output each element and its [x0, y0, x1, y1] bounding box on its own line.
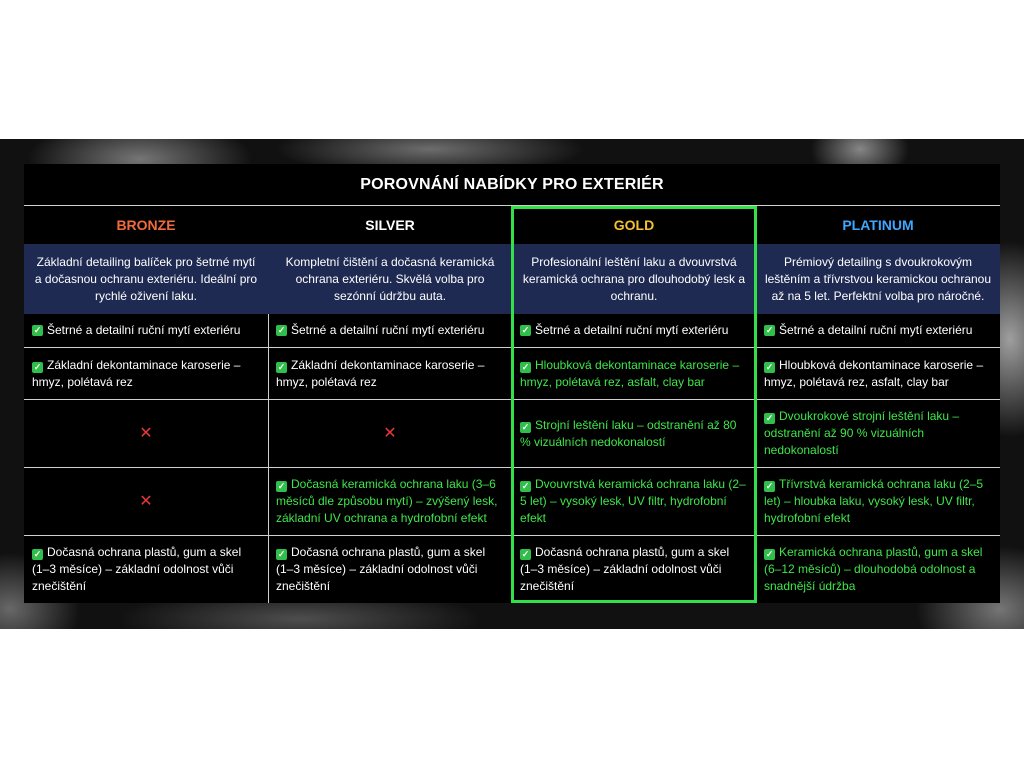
feature-text: Dvouvrstvá keramická ochrana laku (2–5 let) – vysoký lesk, UV filtr, hydrofobní efekt	[520, 477, 746, 525]
row-divider	[24, 347, 1000, 348]
feature-cell	[24, 536, 268, 603]
tier-description-bronze: Základní detailing balíček pro šetrné mytí a dočasnou ochranu exteriéru. Ideální pro rychlé oživení laku.	[34, 254, 258, 303]
feature-row-wash	[24, 314, 1000, 347]
cross-icon: ✕	[139, 493, 153, 510]
tier-description-gold: Profesionální leštění laku a dvouvrstvá keramická ochrana pro dlouhodobý lesk a ochranu.	[522, 254, 746, 303]
tier-name-silver: SILVER	[365, 217, 415, 233]
feature-text: Keramická ochrana plastů, gum a skel (6–12 měsíců) – dlouhodobá odolnost a snadnější údržba	[764, 545, 983, 593]
column-divider	[268, 314, 269, 603]
feature-text: Základní dekontaminace karoserie – hmyz, polétavá rez	[32, 357, 241, 389]
feature-cell	[756, 400, 1000, 467]
checkmark-icon: ✓	[521, 421, 530, 432]
tier-name-gold: GOLD	[613, 217, 655, 233]
feature-cell	[756, 536, 1000, 603]
feature-cell	[512, 400, 756, 467]
checkmark-icon: ✓	[765, 481, 774, 491]
feature-text: Dočasná keramická ochrana laku (3–6 měsíců dle způsobu mytí) – zvýšený lesk, základní UV ochrana a hydrofobní efekt	[276, 477, 498, 525]
feature-text: Třívrstvá keramická ochrana laku (2–5 let) – hloubka laku, vysoký lesk, UV filtr, hydrofobní efekt	[764, 477, 984, 525]
column-divider	[756, 314, 757, 603]
feature-text: Dvoukrokové strojní leštění laku – odstranění až 90 % vizuálních nedokonalostí	[764, 409, 960, 457]
table-title: POROVNÁNÍ NABÍDKY PRO EXTERIÉR	[24, 164, 1000, 206]
feature-cell	[756, 314, 1000, 347]
feature-cell	[512, 314, 756, 347]
feature-text: Šetrné a detailní ruční mytí exteriéru	[779, 323, 973, 337]
feature-cell	[268, 536, 512, 603]
feature-cell	[24, 314, 268, 347]
feature-cell	[268, 314, 512, 347]
feature-text: Strojní leštění laku – odstranění až 80 % vizuálních nedokonalostí	[520, 417, 737, 449]
feature-cell	[24, 348, 268, 399]
feature-cell	[756, 468, 1000, 535]
checkmark-icon: ✓	[33, 361, 42, 372]
feature-text: Dočasná ochrana plastů, gum a skel (1–3 měsíce) – základní odolnost vůči znečištění	[520, 545, 730, 593]
feature-text: Šetrné a detailní ruční mytí exteriéru	[291, 323, 485, 337]
checkmark-icon: ✓	[277, 325, 286, 335]
feature-row-polishing	[24, 400, 1000, 467]
tier-description-row	[24, 244, 1000, 314]
feature-cell	[512, 536, 756, 603]
checkmark-icon: ✓	[765, 361, 774, 372]
feature-text: Hloubková dekontaminace karoserie – hmyz, polétavá rez, asfalt, clay bar	[764, 357, 984, 389]
feature-row-ceramic-coating	[24, 468, 1000, 535]
cross-icon: ✕	[383, 425, 397, 442]
feature-cell	[268, 468, 512, 535]
checkmark-icon: ✓	[765, 549, 774, 559]
feature-text: Dočasná ochrana plastů, gum a skel (1–3 měsíce) – základní odolnost vůči znečištění	[276, 545, 486, 593]
feature-row-decontamination	[24, 348, 1000, 399]
cross-icon: ✕	[139, 425, 153, 442]
checkmark-icon: ✓	[521, 549, 530, 559]
checkmark-icon: ✓	[277, 549, 286, 559]
checkmark-icon: ✓	[521, 361, 530, 372]
checkmark-icon: ✓	[765, 413, 774, 423]
row-divider	[24, 535, 1000, 536]
checkmark-icon: ✓	[33, 549, 42, 559]
tier-description-silver: Kompletní čištění a dočasná keramická ochrana exteriéru. Skvělá volba pro sezónní údržbu auta.	[285, 254, 495, 303]
feature-text: Dočasná ochrana plastů, gum a skel (1–3 měsíce) – základní odolnost vůči znečištění	[32, 545, 242, 593]
feature-text: Šetrné a detailní ruční mytí exteriéru	[47, 323, 241, 337]
feature-cell	[268, 348, 512, 399]
feature-cell	[756, 348, 1000, 399]
tier-header-row	[24, 206, 1000, 244]
checkmark-icon: ✓	[521, 325, 530, 335]
checkmark-icon: ✓	[33, 325, 42, 335]
feature-text: Šetrné a detailní ruční mytí exteriéru	[535, 323, 729, 337]
tier-name-platinum: PLATINUM	[842, 217, 914, 233]
checkmark-icon: ✓	[765, 325, 774, 335]
row-divider	[24, 399, 1000, 400]
feature-text: Základní dekontaminace karoserie – hmyz, polétavá rez	[276, 357, 485, 389]
feature-cell	[512, 348, 756, 399]
tier-name-bronze: BRONZE	[116, 217, 176, 233]
feature-cell	[512, 468, 756, 535]
checkmark-icon: ✓	[277, 481, 286, 491]
checkmark-icon: ✓	[277, 361, 286, 372]
checkmark-icon: ✓	[521, 481, 530, 491]
tier-description-platinum: Prémiový detailing s dvoukrokovým leštěním a třívrstvou keramickou ochranou až na 5 let. Perfektní volba pro náročné.	[764, 254, 992, 303]
row-divider	[24, 467, 1000, 468]
feature-row-plastics	[24, 536, 1000, 603]
feature-text: Hloubková dekontaminace karoserie – hmyz, polétavá rez, asfalt, clay bar	[520, 357, 740, 389]
